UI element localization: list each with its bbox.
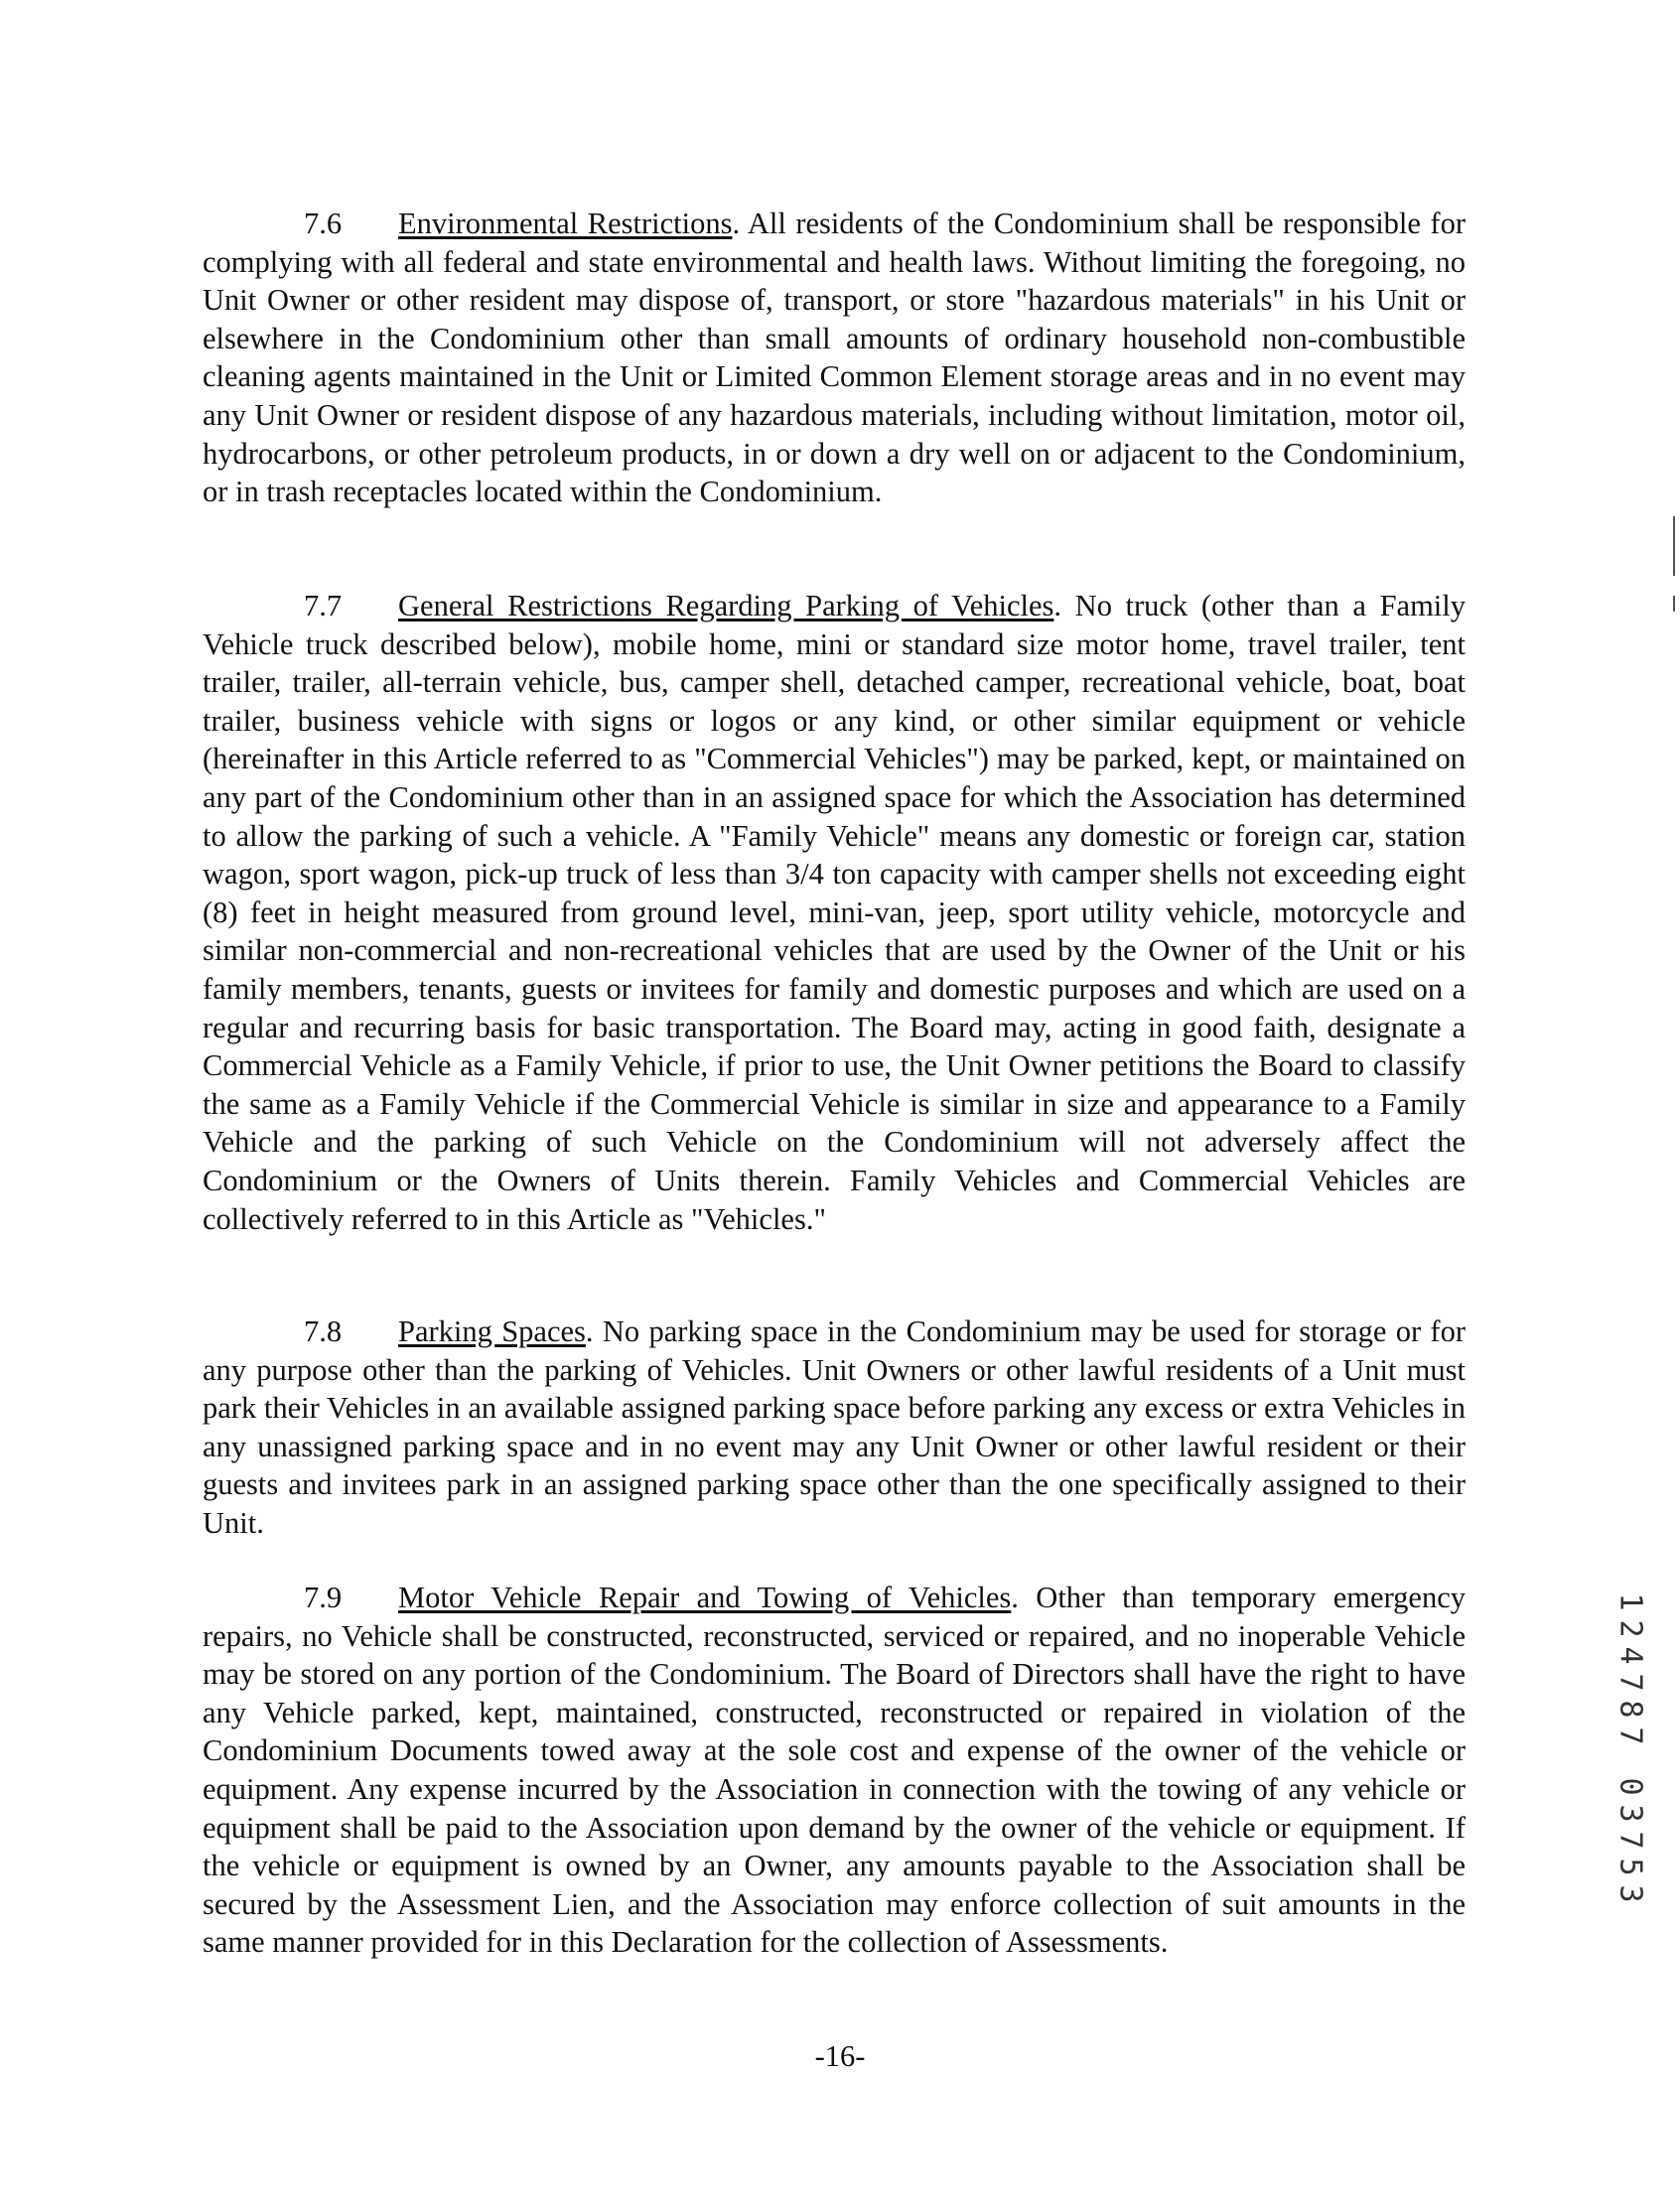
section-number: 7.9: [304, 1581, 343, 1614]
stamp-digit: 5: [1612, 1858, 1648, 1876]
section-body: . All residents of the Condominium shall be responsible for complying with all federal and state environmental and health laws. Without limiting the foregoing, no Unit Owner or other resident may dispose of, transport, or store "hazardous materials" in his Unit or elsewhere in the Condominium other than small amounts of ordinary household non-combustible cleaning agents maintained in the Unit or Limited Common Element storage areas and in no event may any Unit Owner or resident dispose of any hazardous materials, including without limitation, motor oil, hydrocarbons, or other petroleum products, in or down a dry well on or adjacent to the Condominium, or in trash receptacles located within the Condominium.: [203, 207, 1466, 509]
section-7-6: [203, 205, 1466, 511]
section-heading: Parking Spaces: [398, 1314, 586, 1348]
section-body: . No parking space in the Condominium may be used for storage or for any purpose other than the parking of Vehicles. Unit Owners or other lawful residents of a Unit must park their Vehicles in an available assigned parking space before parking any excess or extra Vehicles in any unassigned parking space and in no event may any Unit Owner or other lawful resident or their guests and invitees park in an assigned parking space other than the one specifically assigned to their Unit.: [203, 1314, 1466, 1540]
section-body: . No truck (other than a Family Vehicle truck described below), mobile home, mini or standard size motor home, travel trailer, tent trailer, trailer, all-terrain vehicle, bus, camper shell, detached camper, recreational vehicle, boat, boat trailer, business vehicle with signs or logos or any kind, or other similar equipment or vehicle (hereinafter in this Article referred to as "Commercial Vehicles") may be parked, kept, or maintained on any part of the Condominium other than in an assigned space for which the Association has determined to allow the parking of such a vehicle. A "Family Vehicle" means any domestic or foreign car, station wagon, sport wagon, pick-up truck of less than 3/4 ton capacity with camper shells not exceeding eight (8) feet in height measured from ground level, mini-van, jeep, sport utility vehicle, motorcycle and similar non-commercial and non-recreational vehicles that are used by the Owner of the Unit or his family members, tenants, guests or invitees for family and domestic purposes and which are used on a regular and recurring basis for basic transportation. The Board may, acting in good faith, designate a Commercial Vehicle as a Family Vehicle, if prior to use, the Unit Owner petitions the Board to classify the same as a Family Vehicle if the Commercial Vehicle is similar in size and appearance to a Family Vehicle and the parking of such Vehicle on the Condominium will not adversely affect the Condominium or the Owners of Units therein. Family Vehicles and Commercial Vehicles are collectively referred to in this Article as "Vehicles.": [203, 589, 1466, 1236]
section-7-8: [203, 1312, 1466, 1543]
stamp-digit: 7: [1612, 1673, 1648, 1692]
stamp-digit: 3: [1612, 1804, 1648, 1823]
margin-stamp: [1610, 1588, 1650, 1907]
scan-edge-mark: [1673, 516, 1675, 576]
section-number: 7.6: [304, 207, 343, 240]
section-7-7: [203, 587, 1466, 1238]
stamp-digit: 3: [1612, 1884, 1648, 1903]
stamp-digit: 7: [1612, 1831, 1648, 1850]
section-heading: Motor Vehicle Repair and Towing of Vehicles: [398, 1581, 1012, 1614]
stamp-digit: 8: [1612, 1700, 1648, 1719]
stamp-digit: 1: [1612, 1592, 1648, 1611]
stamp-digit: 7: [1612, 1726, 1648, 1745]
section-body: . Other than temporary emergency repairs, no Vehicle shall be constructed, reconstructed, serviced or repaired, and no inoperable Vehicle may be stored on any portion of the Condominium. The Board of Directors shall have the right to have any Vehicle parked, kept, maintained, constructed, reconstructed or repaired in violation of the Condominium Documents towed away at the sole cost and expense of the owner of the vehicle or equipment. Any expense incurred by the Association in connection with the towing of any vehicle or equipment shall be paid to the Association upon demand by the owner of the vehicle or equipment. If the vehicle or equipment is owned by an Owner, any amounts payable to the Association shall be secured by the Assessment Lien, and the Association may enforce collection of suit amounts in the same manner provided for in this Declaration for the collection of Assessments.: [203, 1581, 1466, 1960]
page-number: -16-: [814, 2039, 866, 2073]
section-heading: Environmental Restrictions: [398, 207, 733, 240]
stamp-digit: 4: [1612, 1646, 1648, 1665]
section-number: 7.8: [304, 1314, 343, 1348]
stamp-digit: 0: [1612, 1777, 1648, 1796]
section-number: 7.7: [304, 589, 343, 622]
stamp-digit: 2: [1612, 1619, 1648, 1638]
scan-edge-mark: [1673, 596, 1675, 612]
section-heading: General Restrictions Regarding Parking of Vehicles: [398, 589, 1054, 622]
section-7-9: [203, 1579, 1466, 1962]
